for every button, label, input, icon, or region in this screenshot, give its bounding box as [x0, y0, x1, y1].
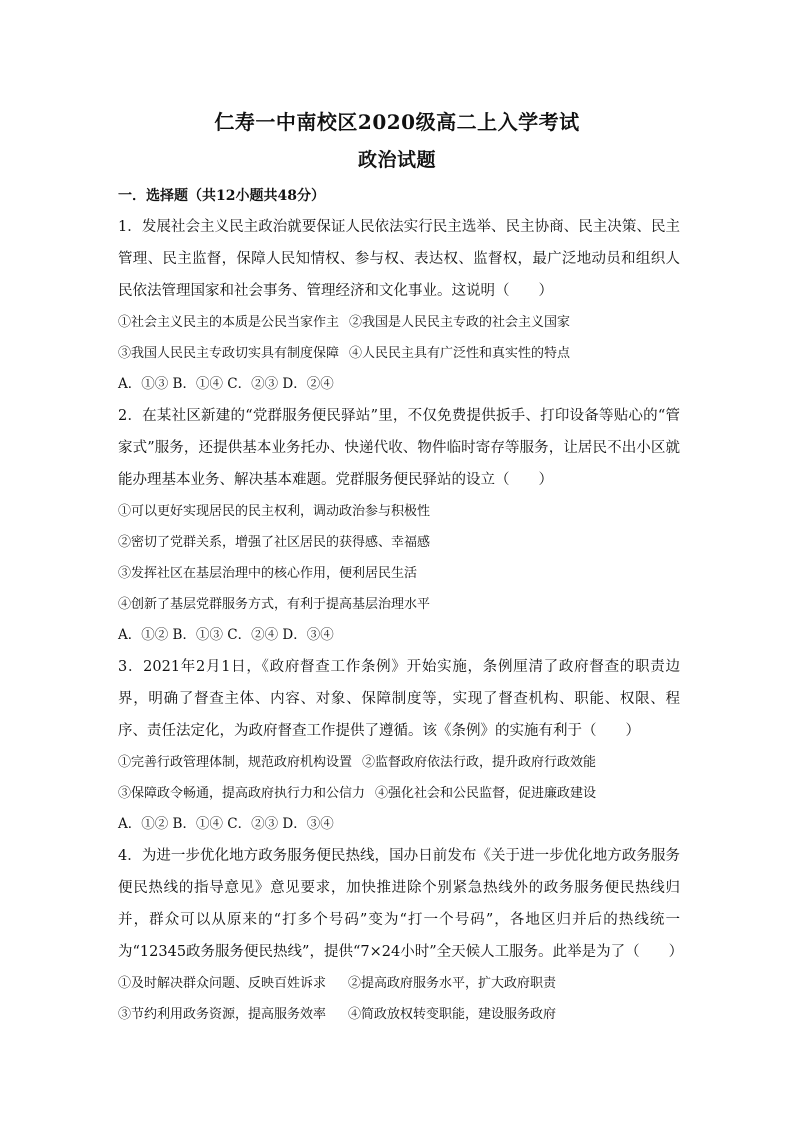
- question-list: [118, 211, 684, 1030]
- answer-choices: A．①③ B．①④ C．②③ D．②④: [118, 376, 334, 392]
- option: ③我国人民民主专政切实具有制度保障: [118, 346, 340, 361]
- exam-title: 仁寿一中南校区2020级高二上入学考试: [214, 110, 580, 134]
- option: ③保障政令畅通，提高政府执行力和公信力: [118, 786, 366, 801]
- option-row: [118, 747, 680, 778]
- option: ①完善行政管理体制，规范政府机构设置: [118, 755, 353, 770]
- option-row: [118, 338, 680, 369]
- option: ④简政放权转变职能，建设服务政府: [348, 1007, 557, 1022]
- option: ③节约利用政务资源，提高服务效率: [118, 1007, 327, 1022]
- question-1: [118, 211, 680, 400]
- question-stem: 3．2021年2月1日，《政府督查工作条例》开始实施，条例厘清了政府督查的职责边界，明确了督查主体、内容、对象、保障制度等，实现了督查机构、职能、权限、程序、责任法定化，为政府督查工作提供了遵循。该《条例》的实施有利于（ ）: [118, 659, 680, 739]
- question-stem: 4．为进一步优化地方政务服务便民热线，国办日前发布《关于进一步优化地方政务服务便民热线的指导意见》意见要求，加快推进除个别紧急热线外的政务服务便民热线归并，群众可以从原来的“打多个号码”变为“打一个号码”，各地区归并后的热线统一为“12345政务服务便民热线”，提供“7×24小时”全天候人工服务。此举是为了（ ）: [118, 848, 684, 960]
- option: ②提高政府服务水平，扩大政府职责: [348, 976, 557, 991]
- option: ②密切了党群关系，增强了社区居民的获得感、幸福感: [118, 535, 431, 550]
- option: ②我国是人民民主专政的社会主义国家: [349, 315, 571, 330]
- option-row: [118, 968, 680, 999]
- question-stem: 1．发展社会主义民主政治就要保证人民依法实行民主选举、民主协商、民主决策、民主管理、民主监督，保障人民知情权、参与权、表达权、监督权，最广泛地动员和组织人民依法管理国家和社会事务、管理经济和文化事业。这说明（ ）: [118, 219, 680, 299]
- option: ①可以更好实现居民的民主权利，调动政治参与积极性: [118, 504, 431, 519]
- option-row: [118, 307, 680, 338]
- exam-subtitle: 政治试题: [357, 149, 436, 171]
- option: ④创新了基层党群服务方式，有利于提高基层治理水平: [118, 597, 431, 612]
- option: ④强化社会和公民监督，促进廉政建设: [375, 786, 597, 801]
- question-2: [118, 400, 680, 651]
- option-row: [118, 999, 680, 1030]
- option: ①社会主义民主的本质是公民当家作主: [118, 315, 340, 330]
- option: ④人民民主具有广泛性和真实性的特点: [349, 346, 571, 361]
- question-4: [118, 840, 684, 1030]
- option-row: [118, 778, 680, 809]
- question-stem: 2．在某社区新建的“党群服务便民驿站”里，不仅免费提供扳手、打印设备等贴心的“管家式”服务，还提供基本业务托办、快递代收、物件临时寄存等服务，让居民不出小区就能办理基本业务、解决基本难题。党群服务便民驿站的设立（ ）: [118, 408, 680, 488]
- answer-choices: A．①② B．①③ C．②④ D．③④: [118, 627, 334, 643]
- answer-choices: A．①② B．①④ C．②③ D．③④: [118, 816, 334, 832]
- option: ③发挥社区在基层治理中的核心作用，便利居民生活: [118, 566, 418, 581]
- option: ①及时解决群众问题、反映百姓诉求: [118, 976, 327, 991]
- option: ②监督政府依法行政，提升政府行政效能: [362, 755, 597, 770]
- question-3: [118, 651, 680, 840]
- section-heading: 一．选择题（共12小题共48分）: [118, 188, 325, 204]
